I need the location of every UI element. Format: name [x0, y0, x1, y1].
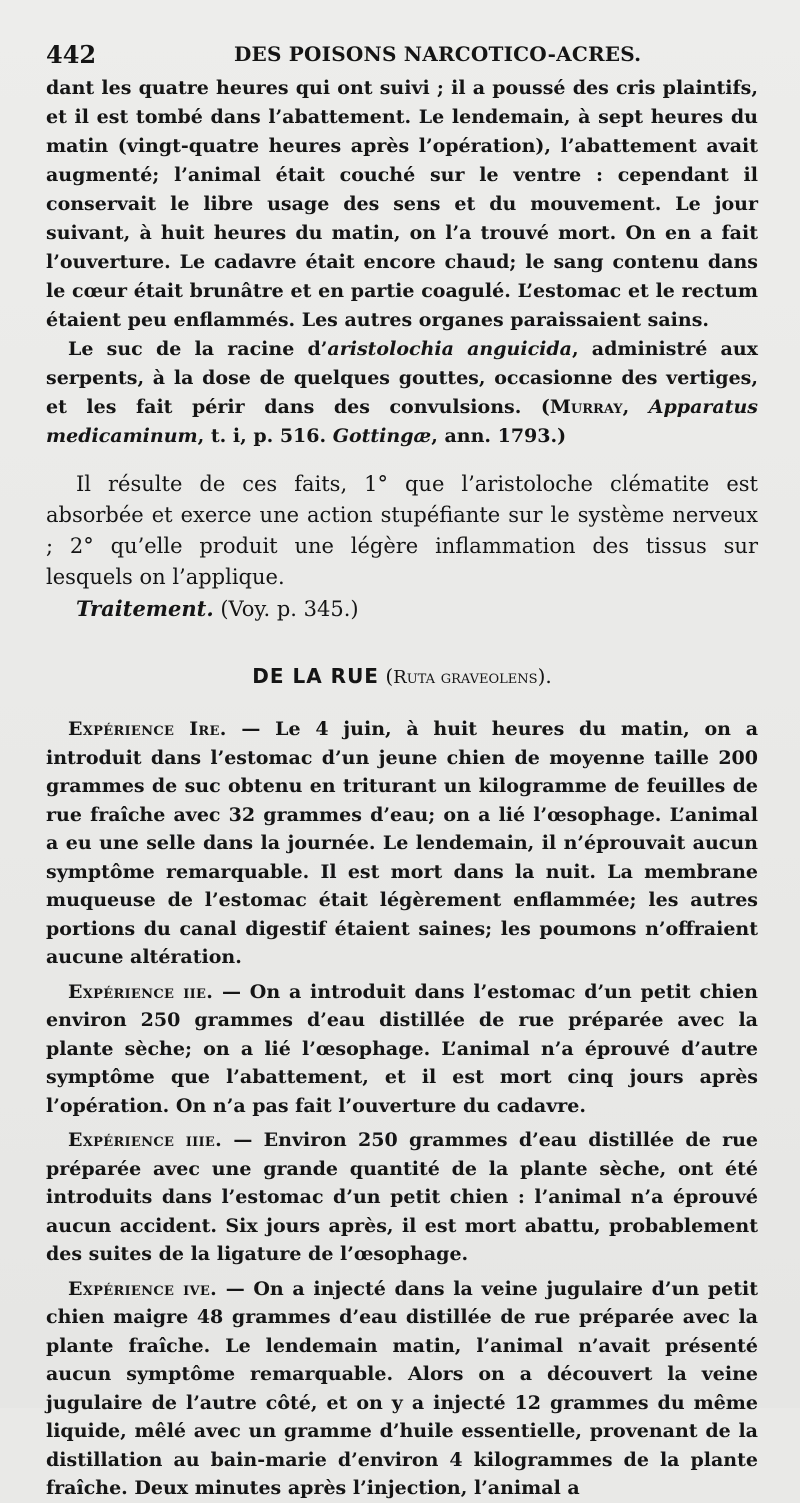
- author-name: Murray: [549, 396, 623, 418]
- page-header: [46, 34, 758, 74]
- page-number: 442: [46, 40, 97, 69]
- conclusion-paragraph: Il résulte de ces faits, 1° que l’aristoloche clématite est absorbée et exerce une action stupéfiante sur le système nerveux ; 2° qu’elle produit une légère inflammation des tissus sur lesquels on l’applique.: [46, 472, 758, 589]
- experiment-text: — Environ 250 grammes d’eau distillée de rue préparée avec une grande quantité de la plante sèche, ont été introduits dans l’estomac d’un petit chien : l’animal n’a éprouvé aucun accident. Six jours après, il est mort abattu, probablement des suites de la ligature de l’œsophage.: [46, 1129, 758, 1265]
- year-text: , ann. 1793.): [431, 425, 567, 447]
- experiment-label: Expérience Ire.: [68, 718, 227, 740]
- experiment-text: — On a injecté dans la veine jugulaire d’un petit chien maigre 48 grammes d’eau distillée de rue préparée avec la plante fraîche. Le lendemain matin, l’animal n’avait présenté aucun symptôme remarquable. Alors on a découvert la veine jugulaire de l’autre côté, et on y a injecté 12 grammes du même liquide, mêlé avec un gramme d’huile essentielle, provenant de la distillation au bain-marie d’environ 4 kilogrammes de la plante fraîche. Deux minutes après l’injection, l’animal a: [46, 1277, 758, 1499]
- heading-main-title: DE LA RUE: [252, 664, 379, 688]
- place-name: Gottingæ: [332, 425, 432, 447]
- experiment-text: — Le 4 juin, à huit heures du matin, on a introduit dans l’estomac d’un jeune chien de moyenne taille 200 grammes de suc obtenu en triturant un kilogramme de feuilles de rue fraîche avec 32 grammes d’eau; on a lié l’œsophage. L’animal a eu une selle dans la journée. Le lendemain, il n’éprouvait aucun symptôme remarquable. Il est mort dans la nuit. La membrane muqueuse de l’estomac était légèrement enflammée; les autres portions du canal digestif étaient saines; les poumons n’offraient aucune altération.: [46, 718, 759, 968]
- experiment-label: Expérience iie.: [68, 980, 214, 1003]
- experiment-paragraph: [46, 715, 758, 972]
- plant-name-italic: aristolochia anguicida: [327, 338, 572, 360]
- continued-paragraph: dant les quatre heures qui ont suivi ; il a poussé des cris plaintifs, et il est tombé dans l’abattement. Le lendemain, à sept heures du matin (vingt-quatre heures après l’opération), l’abattement avait augmenté; l’animal était couché sur le ventre : cependant il conservait le libre usage des sens et du mouvement. Le jour suivant, à huit heures du matin, on l’a trouvé mort. On en a fait l’ouverture. Le cadavre était encore chaud; le sang contenu dans le cœur était brunâtre et en partie coagulé. L’estomac et le rectum étaient peu enflammés. Les autres organes paraissaient sains.: [46, 77, 758, 331]
- heading-latin-name: Ruta graveolens: [393, 667, 538, 688]
- work-title: Apparatus medicaminum: [46, 396, 758, 447]
- treatment-line: [46, 593, 758, 625]
- paragraph-text: Le suc de la racine d’: [68, 338, 328, 360]
- reference-text: , t. i, p. 516.: [197, 425, 333, 447]
- running-title: DES POISONS NARCOTICO-ACRES.: [234, 42, 642, 66]
- opening-text: [46, 74, 758, 451]
- separator-text: ,: [622, 396, 649, 418]
- paragraph-text: , administré aux serpents, à la dose de quelques gouttes, occasionne des vertiges, et les fait périr dans des convulsions. (: [46, 338, 758, 418]
- experiment-text: — On a introduit dans l’estomac d’un petit chien environ 250 grammes d’eau distillée de rue préparée avec la plante sèche; on a lié l’œsophage. L’animal n’a éprouvé d’autre symptôme que l’abattement, et il est mort cinq jours après l’opération. On n’a pas fait l’ouverture du cadavre.: [46, 980, 758, 1117]
- treatment-label: Traitement.: [76, 596, 214, 621]
- treatment-reference: (Voy. p. 345.): [213, 597, 359, 621]
- conclusion-section: [46, 469, 758, 625]
- experiment-paragraph: [46, 1126, 758, 1269]
- heading-close: ).: [537, 664, 552, 688]
- section-heading: [46, 661, 758, 693]
- experiment-paragraph: [46, 1275, 758, 1503]
- experiment-paragraph: [46, 978, 758, 1121]
- experiment-label: Expérience iiie.: [68, 1129, 223, 1151]
- experiments-section: [46, 715, 758, 1503]
- experiment-label: Expérience ive.: [68, 1277, 218, 1300]
- aristolochia-paragraph: [46, 335, 758, 451]
- heading-open: (: [378, 664, 394, 688]
